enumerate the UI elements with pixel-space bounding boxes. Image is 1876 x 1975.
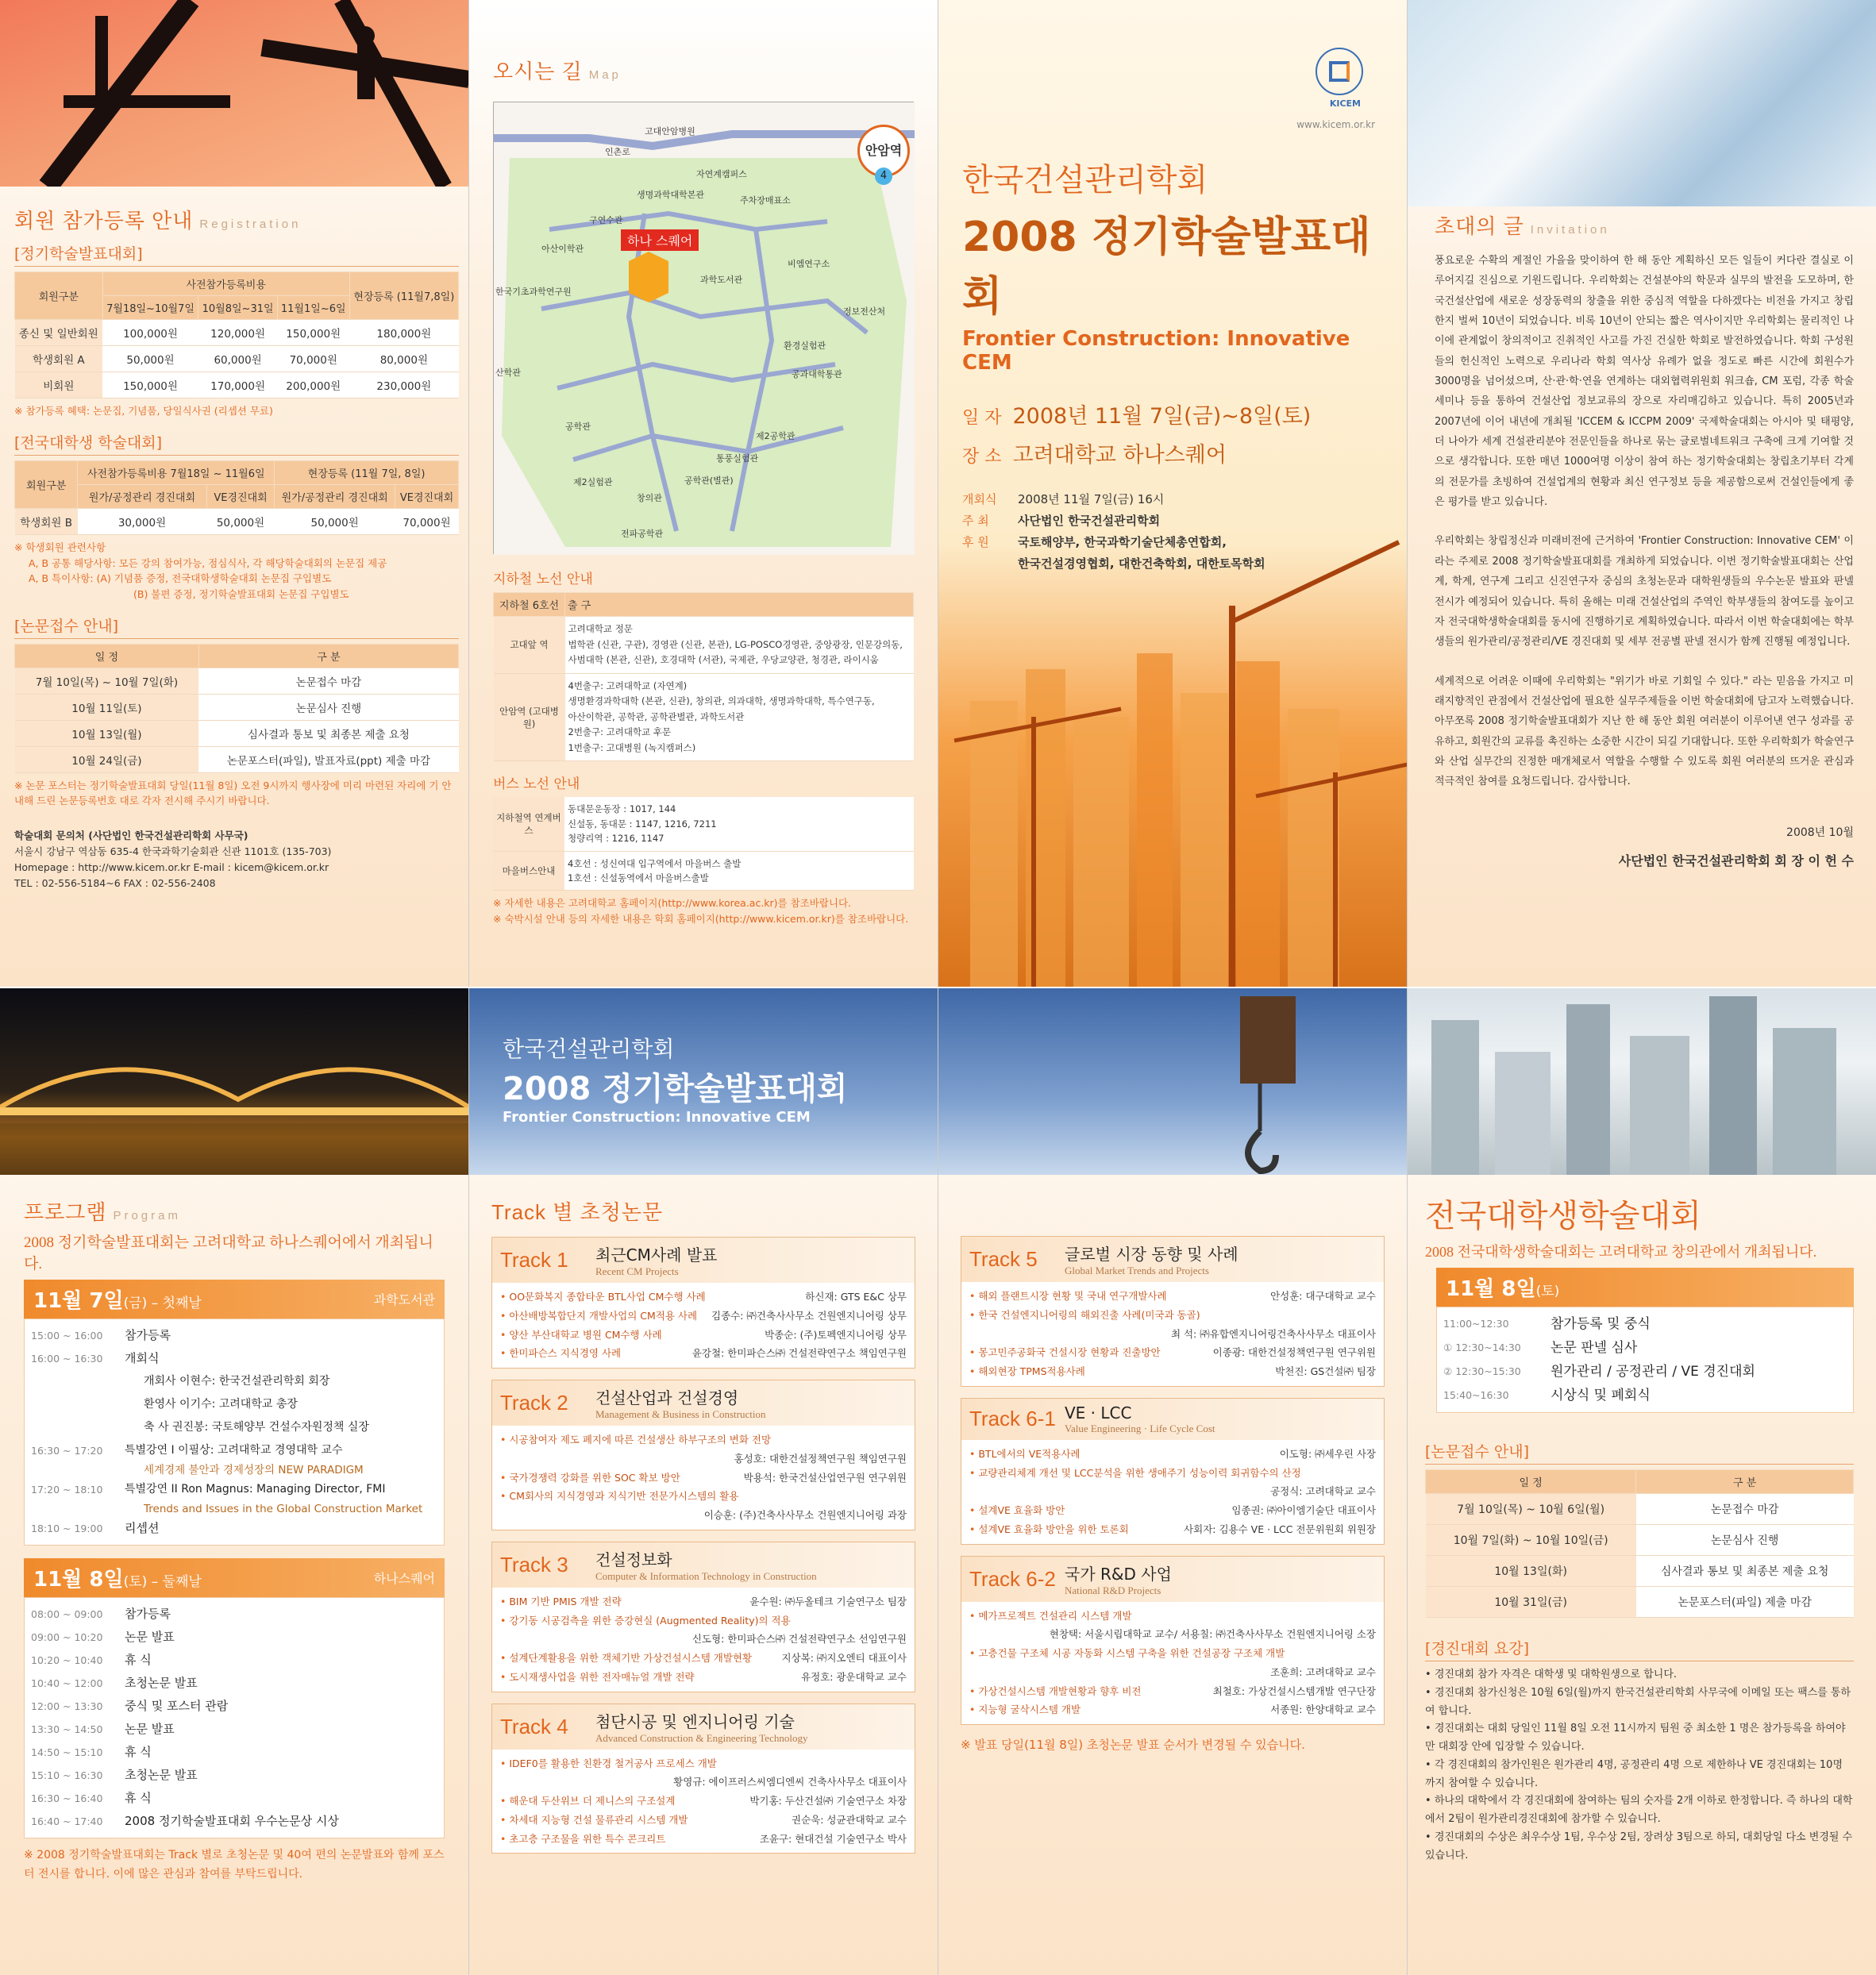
paper-author: 임종권: ㈜아이엠기술단 대표이사 bbox=[1231, 1504, 1376, 1516]
paper-title: • 설계VE 효율화 방안 bbox=[969, 1501, 1065, 1520]
track-number: Track 5 bbox=[969, 1247, 1038, 1271]
map-label: 주차장매표소 bbox=[740, 195, 791, 206]
cover-date: 일 자 2008년 11월 7일(금)~8일(토) bbox=[962, 404, 1312, 429]
paper-author: 유정호: 광운대학교 교수 bbox=[801, 1670, 907, 1683]
map-notes: ※ 자세한 내용은 고려대학교 홈페이지(http://www.korea.ac.kr)를 참조바랍니다. ※ 숙박시설 안내 등의 자세한 내용은 학회 홈페이지(http://www.kicem.or.kr)를 참조바랍니다. bbox=[493, 897, 909, 925]
map-label: 생명과학대학본관 bbox=[637, 190, 705, 200]
track-paper bbox=[969, 1325, 1376, 1344]
schedule-row: 17:20 ~ 18:10 특별강연 II Ron Magnus: Managing Director, FMI Trends and Issues in the Global Construction Market bbox=[31, 1483, 423, 1515]
day2-header: 11월 8일(토) – 둘째날 하나스퀘어 bbox=[24, 1558, 445, 1597]
paper-author: 최철호: 가상건설시스템개발 연구단장 bbox=[1212, 1684, 1376, 1697]
schedule-row: 16:40 ~ 17:40 2008 정기학술발표대회 우수논문상 시상 bbox=[31, 1814, 339, 1828]
paper-title: • 몽고민주공화국 건설시장 현황과 진출방안 bbox=[969, 1343, 1161, 1362]
table-row: 학생회원 B 30,000원 50,000원 50,000원 70,000원 bbox=[15, 509, 459, 535]
paper-note: ※ 논문 포스터는 정기학술발표대회 당일(11월 8일) 오전 9시까지 행사장에 미리 마련된 자리에 기 안내해 드린 논문등록번호 대로 각자 전시해 주시기 바랍니다. bbox=[14, 779, 452, 807]
track-header bbox=[961, 1399, 1384, 1440]
track-header bbox=[492, 1380, 915, 1426]
cover-place: 장 소 고려대학교 하나스퀘어 bbox=[962, 443, 1227, 468]
map-label: 제2공학관 bbox=[756, 431, 795, 441]
crane-hook-icon bbox=[938, 988, 1408, 1175]
tracks-right-panel bbox=[938, 988, 1408, 1975]
kicem-logo bbox=[1316, 48, 1363, 95]
invitation-sign: 사단법인 한국건설관리학회 회 장 이 헌 수 bbox=[1618, 853, 1854, 868]
cover-org: 한국건설관리학회 bbox=[962, 162, 1208, 198]
track-paper bbox=[969, 1464, 1376, 1483]
track-paper bbox=[500, 1630, 907, 1649]
student-subtitle: [전국대학생 학술대회] bbox=[14, 431, 459, 456]
paper-title: • 차세대 지능형 건설 물류관리 시스템 개발 bbox=[500, 1811, 688, 1830]
table-row: 10월 13일(화) 심사결과 통보 및 최종본 제출 요청 bbox=[1426, 1556, 1854, 1587]
schedule-row: 10:40 ~ 12:00 초청논문 발표 bbox=[31, 1676, 198, 1690]
schedule-row: 16:30 ~ 16:40 휴 식 bbox=[31, 1791, 152, 1805]
paper-author: 박용석: 한국건설산업연구원 연구위원 bbox=[743, 1471, 907, 1484]
worker-silhouette-icon bbox=[0, 0, 469, 187]
paper-subtitle: [논문접수 안내] bbox=[14, 614, 459, 639]
track-title-en: Computer & Information Technology in Construction bbox=[595, 1569, 817, 1582]
student-paper-table: 일 정 구 분 7월 10일(목) ~ 10월 6일(월) 논문접수 마감 10월 7일(화) ~ 10월 10일(금) 논문심사 진행 10월 13일(화) 심사결과 통보 및 최종본 제출 요청 10월 31일(금) 논문포스터(파일) 제출 마감 bbox=[1425, 1469, 1854, 1618]
track-block bbox=[491, 1380, 915, 1530]
table-row: 10월 13일(월) 심사결과 통보 및 최종본 제출 요청 bbox=[15, 720, 459, 746]
table-row: 안암역 (고대병원) 4번출구: 고려대학교 (자연계) 생명환경과학대학 (본관, 신관), 창의관, 의과대학, 생명과학대학, 특수연구동, 아산이학관, 공학관, 공학관별관, 과학도서관 2번출구: 고려대학교 후문 1번출구: 고대병원 (녹지캠퍼스) bbox=[494, 673, 914, 761]
paper-title: • 양산 부산대학교 병원 CM수행 사례 bbox=[500, 1326, 662, 1345]
invitation-panel bbox=[1408, 0, 1876, 987]
schedule-row: 08:00 ~ 09:00 참가등록 bbox=[31, 1607, 171, 1621]
track-paper bbox=[969, 1362, 1376, 1381]
detail-row: 개회식 2008년 11월 7일(금) 16시 bbox=[962, 492, 1165, 506]
track-paper bbox=[500, 1611, 907, 1630]
schedule-row: 11:00~12:30 참가등록 및 중식 bbox=[1443, 1316, 1651, 1332]
track-title-en: Advanced Construction & Engineering Technology bbox=[595, 1731, 808, 1744]
student-schedule bbox=[1436, 1307, 1854, 1413]
track-paper bbox=[969, 1700, 1376, 1719]
map-label: 과학도서관 bbox=[700, 275, 743, 285]
map-label: 고대안암병원 bbox=[645, 126, 695, 137]
bus-table bbox=[493, 797, 914, 891]
cover-event: 2008 정기학술발표대회 bbox=[962, 214, 1371, 321]
paper-author: 박종순: (주)토펙엔지니어링 상무 bbox=[765, 1328, 907, 1341]
schedule-row: 16:00 ~ 16:30 개회식 bbox=[31, 1351, 160, 1365]
tracks-note: ※ 발표 당일(11월 8일) 초청논문 발표 순서가 변경될 수 있습니다. bbox=[961, 1738, 1305, 1752]
track-paper bbox=[969, 1445, 1376, 1464]
list-item: • 경진대회 참가신청은 10월 6일(월)까지 한국건설관리학회 사무국에 이메일 또는 팩스를 통하여 합니다. bbox=[1425, 1686, 1851, 1717]
table-row: 10월 31일(금) 논문포스터(파일) 제출 마감 bbox=[1426, 1587, 1854, 1618]
table-row: 학생회원 A 50,000원 60,000원 70,000원 80,000원 bbox=[15, 346, 459, 372]
table-row: 10월 11일(토) 논문심사 진행 bbox=[15, 694, 459, 720]
list-item: • 경진대회의 수상은 최우수상 1팀, 우수상 2팀, 장려상 3팀으로 하되, 대회당일 다소 변경될 수 있습니다. bbox=[1425, 1831, 1853, 1861]
track-paper bbox=[500, 1326, 907, 1345]
track-title-en: National R&D Projects bbox=[1065, 1584, 1161, 1596]
city-photo bbox=[1408, 988, 1876, 1175]
track-header bbox=[961, 1557, 1384, 1602]
track-paper bbox=[969, 1625, 1376, 1644]
track-paper bbox=[969, 1644, 1376, 1663]
schedule-row: ② 12:30~15:30 원가관리 / 공정관리 / VE 경진대회 bbox=[1443, 1364, 1755, 1380]
paper-title: • 설계VE 효율화 방안을 위한 토론회 bbox=[969, 1520, 1129, 1539]
list-item: • 경진대회는 대회 당일인 11월 8일 오전 11시까지 팀원 중 최소한 1 명은 참가등록을 하여야만 대회장 안에 입장할 수 있습니다. bbox=[1425, 1723, 1846, 1753]
tracks-right-list bbox=[961, 1236, 1385, 1725]
invitation-body: 풍요로운 수확의 계절인 가을을 맞이하여 한 해 동안 계획하신 모든 일들이 커다란 결실로 이루어지길 진심으로 기원드립니다. 우리학회는 건설분야의 학문과 실무의 발전을 도모하며, 한국건설산업에 새로운 성장동력의 창출을 위한 중심적 역할을 다하겠다는 비전을 가지고 창립한지 벌써 10년이 되었습니다. 비록 10년이 안되는 짧은 역사이지만 우리학회는 물리적인 나이에 관계없이 창의적이고 진취적인 사고를 가진 건실한 학회로 발전하였습니다. 학회 구성원들의 헌신적인 노력으로 우리나라 학회 역사상 유례가 없을 정도로 빠른 시간에 회원수가 3000명을 넘어섰으며, 산·관·학·연을 연계하는 대외협력위원회 워크숍, CM 포럼, 각종 학술세미나 등을 통하여 건설산업 정보교류의 장으로 자리매김하고 있습니다. 특히 2005년과 2007년에 이어 내년에 개최될 'ICCEM & ICCPM 2009' 국제학술대회는 아시아 및 태평양, 더 나아가 세계 건설관리분야 전문인들을 하나로 묶는 글로벌네트워크 구축에 크게 기여할 것으로 생각합니다. 또한 매년 1000여명 이상이 참여 하는 정기학술대회는 창립초기부터 각계의 전문가를 초빙하여 건설업계의 현황과 최신 연구정보 등을 제공함으로써 건설인들에게 좋은 평가를 받고 있습니다. 우리학회는 창립정신과 미래비전에 근거하여 'Frontier Construction: Innovative CEM' 이라는 주제로 2008 정기학술발표대회를 개최하게 되었습니다. 이번 정기학술발표대회는 산업계, 학계, 연구계 그리고 신진연구자 중심의 초청논문과 대학원생들의 우수논문 발표와 판넬 전시가 예정되어 있습니다. 특히 올해는 미래 건설산업의 주역인 학부생들의 참여도를 높이고자 전국대학생학술대회를 동시에 진행하기로 계획하였습니다. 따라서 이번 학술대회에는 학부생들의 원가관리/공정관리/VE 경진대회 및 세부 전공별 판넬 전시가 함께 진행될 예정입니다. 세계적으로 어려운 이때에 우리학회는 "위기가 바로 기회일 수 있다." 라는 믿음을 가지고 미래지향적인 관점에서 건설산업에 필요한 실무주제들을 이번 학술대회에 담고자 노력했습니다. 아무쪼록 2008 정기학술발표대회가 지난 한 해 동안 회원 여러분이 이루어낸 연구 성과를 공유하고, 회원간의 교류를 촉진하는 소중한 시간이 되길 기대합니다. 또한 우리학회가 학술연구와 산업 실무간의 진정한 매개체로서 역할을 수행할 수 있도록 회원 여러분의 뜨거운 관심과 적극적인 참여를 요청드립니다. 감사합니다. bbox=[1435, 255, 1854, 788]
paper-title: • BTL에서의 VE적용사례 bbox=[969, 1445, 1080, 1464]
track-title: 최근CM사례 발표 bbox=[595, 1245, 718, 1265]
track-paper bbox=[500, 1792, 907, 1811]
track-block bbox=[961, 1398, 1385, 1545]
track-paper bbox=[969, 1482, 1376, 1501]
map-label: 정보전산처 bbox=[843, 306, 886, 317]
detail-row: 주 최 사단법인 한국건설관리학회 bbox=[962, 514, 1161, 528]
schedule-row: 15:10 ~ 16:30 초청논문 발표 bbox=[31, 1768, 198, 1782]
paper-title: • OO문화복지 종합타운 BTL사업 CM수행 사례 bbox=[500, 1288, 706, 1307]
schedule-row: 16:30 ~ 17:20 특별강연 I 이필상: 고려대학교 경영대학 교수 세계경제 불안과 경제성장의 NEW PARADIGM bbox=[31, 1444, 364, 1476]
track-block bbox=[961, 1236, 1385, 1387]
schedule-row: 환영사 이기수: 고려대학교 총장 bbox=[144, 1398, 298, 1411]
track-block bbox=[961, 1556, 1385, 1726]
paper-title: • IDEF0를 활용한 친환경 철거공사 프로세스 개발 bbox=[500, 1754, 717, 1773]
map-label: 공학관(별관) bbox=[684, 475, 734, 486]
schedule-row: ① 12:30~14:30 논문 판넬 심사 bbox=[1443, 1340, 1638, 1356]
paper-author: 황영규: 에이프러스씨엠디엔씨 건축사사무소 대표이사 bbox=[673, 1776, 907, 1788]
registration-title: 회원 참가등록 안내 Registration bbox=[14, 209, 302, 233]
paper-schedule-table: 일 정 구 분 7월 10일(목) ~ 10월 7일(화) 논문접수 마감 10월 11일(토) 논문심사 진행 10월 13일(월) 심사결과 통보 및 최종본 제출 요청 10월 24일(금) 논문포스터(파일), 발표자료(ppt) 제출 마감 bbox=[14, 644, 459, 773]
map-label: 구연수관 bbox=[589, 215, 623, 225]
paper-author: 박기홍: 두산건설㈜ 기술연구소 차장 bbox=[749, 1795, 907, 1807]
venue-marker: 하나 스퀘어 bbox=[621, 229, 699, 251]
track-title: 첨단시공 및 엔지니어링 기술 bbox=[595, 1711, 795, 1731]
schedule-row: 15:40~16:30 시상식 및 폐회식 bbox=[1443, 1388, 1651, 1403]
map-label: 통풍실험관 bbox=[716, 453, 759, 464]
tracks-left-list bbox=[491, 1237, 915, 1854]
map-label: 비엠연구소 bbox=[788, 259, 830, 269]
track-number: Track 6-1 bbox=[969, 1407, 1056, 1431]
map-label: 공과대학통관 bbox=[792, 369, 842, 379]
student-notes: ※ 학생회원 관련사항 A, B 공통 해당사항: 모든 강의 참여가능, 점심식사, 각 해당학술대회의 논문집 제공 A, B 특이사항: (A) 기념품 증정, 전국대학생학술대회 논문집 구입별도 (B) 불편 증정, 정기학술발표대회 논문집 구입별도 bbox=[14, 541, 387, 600]
track-paper bbox=[500, 1592, 907, 1611]
map-label: 공학관 bbox=[565, 422, 591, 432]
paper-author: 윤수원: ㈜두올테크 기술연구소 팀장 bbox=[749, 1595, 907, 1607]
subway-table: 지하철 6호선 출 구 고대앞 역 고려대학교 정문 법학관 (신관, 구관), 경영관 (신관, 본관), LG-POSCO경영관, 중앙광장, 인문강의동, 사범대학 (본관, 신관), 호경대학 (서관), 국제관, 우당교양관, 청경관, 라이시움 안암역 (고대병원) 4번출구: 고려대학교 (자연계) 생명환경과학대학 (본관, 신관), 창의관, 의과대학, 생명과학대학, 특수연구동, 아산이학관, 공학관, 공학관별관, 과학도서관 2번출구: 고려대학교 후문 1번출구: 고대병원 (녹지캠퍼스) bbox=[493, 592, 914, 761]
schedule-row: 15:00 ~ 16:00 참가등록 bbox=[31, 1328, 171, 1342]
detail-row: 한국건설경영협회, 대한건축학회, 대한토목학회 bbox=[1018, 556, 1265, 571]
station-marker: 안암역 bbox=[857, 125, 910, 177]
track-paper bbox=[969, 1682, 1376, 1701]
track-header bbox=[961, 1237, 1384, 1282]
kicem-logo-icon bbox=[1329, 61, 1350, 82]
paper-author: 윤강철: 한미파슨스㈜ 건설전략연구소 책임연구원 bbox=[691, 1347, 907, 1360]
paper-title: • 시공참여자 제도 폐지에 따른 건설생산 하부구조의 변화 전망 bbox=[500, 1430, 771, 1449]
track-number: Track 4 bbox=[500, 1714, 568, 1738]
paper-author: 홍성호: 대한건설정책연구원 책임연구원 bbox=[734, 1452, 907, 1465]
track-title-en: Recent CM Projects bbox=[595, 1265, 679, 1277]
list-item: • 경진대회 참가 자격은 대학생 및 대학원생으로 합니다. bbox=[1425, 1669, 1678, 1680]
paper-title: • 메가프로젝트 건설관리 시스템 개발 bbox=[969, 1607, 1131, 1626]
cover-url: www.kicem.or.kr bbox=[1296, 119, 1375, 130]
contact-info: 학술대회 문의처 (사단법인 한국건설관리학회 사무국) 서울시 강남구 역삼동 635-4 한국과학기술회관 신관 1101호 (135-703) Homepage : http://www.kicem.or.kr E-mail : kicem@kicem.or.kr TEL : 02-556-5184~6 FAX : 02-556-2408 bbox=[14, 829, 332, 889]
track-paper bbox=[969, 1343, 1376, 1362]
invitation-title: 초대의 글 Invitation bbox=[1435, 214, 1610, 238]
paper-author: 지상복: ㈜지오엔티 대표이사 bbox=[781, 1652, 907, 1664]
track-paper bbox=[500, 1754, 907, 1773]
track-number: Track 6-2 bbox=[969, 1566, 1056, 1591]
track-paper bbox=[969, 1501, 1376, 1520]
cover-theme: Frontier Construction: Innovative CEM bbox=[962, 327, 1350, 375]
paper-author: 하신재: GTS E&C 상무 bbox=[805, 1291, 907, 1303]
bus-title: 버스 노선 안내 bbox=[493, 776, 580, 793]
paper-title: • 지능형 굴삭시스템 개발 bbox=[969, 1700, 1081, 1719]
track-paper bbox=[500, 1811, 907, 1830]
map-label: 환경실험관 bbox=[784, 341, 826, 351]
table-row: 고대앞 역 고려대학교 정문 법학관 (신관, 구관), 경영관 (신관, 본관), LG-POSCO경영관, 중앙광장, 인문강의동, 사범대학 (본관, 신관), 호경대학 (서관), 국제관, 우당교양관, 청경관, 라이시움 bbox=[494, 617, 914, 674]
glass-photo bbox=[1408, 0, 1876, 206]
paper-title: • 한국 건설엔지니어링의 해외진출 사례(미국과 동골) bbox=[969, 1306, 1200, 1325]
paper-title: • 가상건설시스템 개발현황과 향후 비전 bbox=[969, 1682, 1141, 1701]
track-block bbox=[491, 1542, 915, 1692]
registration-panel bbox=[0, 0, 469, 987]
track-header bbox=[492, 1238, 915, 1283]
table-row: 마을버스안내 4호선 : 성신여대 입구역에서 마을버스 출발 1호선 : 신설동역에서 마을버스출발 bbox=[493, 851, 914, 891]
table-row: 종신 및 일반회원 100,000원 120,000원 150,000원 180,000원 bbox=[15, 320, 459, 346]
paper-title: • 한미파슨스 지식경영 사례 bbox=[500, 1344, 621, 1363]
map-label: 자연계캠퍼스 bbox=[696, 169, 747, 179]
program-note: ※ 2008 정기학술발표대회는 Track 별로 초청논문 및 40여 편의 논문발표와 함께 포스터 전시를 합니다. 이에 많은 관심과 참여를 부탁드립니다. bbox=[24, 1849, 445, 1881]
schedule-row: 개회사 이현수: 한국건설관리학회 회장 bbox=[144, 1375, 330, 1388]
table-row: 7월 10일(목) ~ 10월 7일(화) 논문접수 마감 bbox=[15, 668, 459, 694]
table-row: 10월 7일(화) ~ 10월 10일(금) 논문심사 진행 bbox=[1426, 1525, 1854, 1556]
list-item: • 하나의 대학에서 각 경진대회에 참여하는 팀의 숫자를 2개 이하로 한정합니다. 즉 하나의 대학에서 2팀이 원가관리경진대회에 참가할 수 있습니다. bbox=[1425, 1795, 1853, 1825]
paper-author: 조훈희: 고려대학교 교수 bbox=[1270, 1665, 1376, 1678]
paper-author: 사회자: 김용수 VE · LCC 전문위원회 위원장 bbox=[1184, 1523, 1376, 1535]
track-title-en: Global Market Trends and Projects bbox=[1065, 1265, 1209, 1276]
paper-author: 김종수: ㈜건축사사무소 건원엔지니어링 상무 bbox=[711, 1309, 907, 1322]
worker-photo bbox=[0, 0, 468, 187]
crane-skyline-icon bbox=[938, 510, 1408, 987]
paper-title: • BIM 기반 PMIS 개발 전략 bbox=[500, 1592, 622, 1611]
paper-title: • 해운대 두산위브 더 제니스의 구조설계 bbox=[500, 1792, 675, 1811]
paper-author: 서종원: 한양대학교 교수 bbox=[1270, 1704, 1376, 1716]
track-number: Track 1 bbox=[500, 1248, 568, 1272]
track-title: 건설산업과 건설경영 bbox=[595, 1388, 739, 1407]
track-title-en: Value Engineering · Life Cycle Cost bbox=[1065, 1422, 1215, 1434]
paper-author: 이종광: 대한건설정책연구원 연구위원 bbox=[1212, 1346, 1376, 1359]
map-label: 아산이학관 bbox=[541, 244, 584, 254]
logo-text: KICEM bbox=[1329, 98, 1361, 109]
tracks-title: Track 별 초청논문 bbox=[491, 1200, 664, 1224]
track-title: VE · LCC bbox=[1065, 1403, 1132, 1423]
track-paper bbox=[969, 1520, 1376, 1539]
track-title: 국가 R&D 사업 bbox=[1065, 1564, 1172, 1584]
paper-author: 박천진: GS건설㈜ 팀장 bbox=[1275, 1365, 1376, 1377]
track-paper bbox=[500, 1288, 907, 1307]
paper-author: 현창택: 서울시립대학교 교수/ 서용칠: ㈜건축사사무소 건원엔지니어링 소장 bbox=[1049, 1628, 1376, 1641]
paper-author: 신도형: 한미파슨스㈜ 건설전략연구소 선임연구원 bbox=[691, 1633, 907, 1646]
paper-author: 공정식: 고려대학교 교수 bbox=[1270, 1485, 1376, 1498]
map-label: 인촌로 bbox=[605, 147, 630, 157]
track-title: 건설정보화 bbox=[595, 1550, 672, 1569]
cover-panel bbox=[938, 0, 1408, 987]
track-paper bbox=[500, 1830, 907, 1849]
program-title: 프로그램 Program bbox=[24, 1200, 181, 1224]
paper-title: • 해외 플랜트시장 현황 및 국내 연구개발사례 bbox=[969, 1287, 1167, 1306]
track-block bbox=[491, 1704, 915, 1854]
paper-author: 이승훈: (주)건축사사무소 건원엔지니어링 과장 bbox=[703, 1509, 907, 1521]
track-block bbox=[491, 1237, 915, 1369]
student-title: 전국대학생학술대회 bbox=[1425, 1198, 1701, 1234]
paper-title: • 해외현장 TPMS적용사례 bbox=[969, 1362, 1085, 1381]
station-line-badge: 4 bbox=[875, 167, 892, 185]
schedule-row: 10:20 ~ 10:40 휴 식 bbox=[31, 1653, 152, 1667]
program-panel bbox=[0, 988, 469, 1975]
track-header bbox=[492, 1704, 915, 1750]
track-paper bbox=[969, 1306, 1376, 1325]
track-paper bbox=[500, 1469, 907, 1488]
track-paper bbox=[969, 1287, 1376, 1306]
comp-title: [경진대회 요강] bbox=[1425, 1637, 1854, 1661]
tracks-event: 2008 정기학술발표대회 bbox=[503, 1071, 848, 1107]
day2-schedule bbox=[24, 1597, 445, 1838]
tracks-theme: Frontier Construction: Innovative CEM bbox=[503, 1109, 811, 1126]
track-title: 글로벌 시장 동향 및 사례 bbox=[1065, 1245, 1238, 1264]
track-paper bbox=[500, 1649, 907, 1668]
student-paper-title: [논문접수 안내] bbox=[1425, 1440, 1854, 1465]
map-label: 제2실험관 bbox=[573, 477, 613, 487]
track-paper bbox=[500, 1773, 907, 1792]
crane-hook-photo bbox=[938, 988, 1407, 1175]
paper-author: 권순욱: 성균관대학교 교수 bbox=[792, 1813, 907, 1826]
map-label: 전파공학관 bbox=[621, 529, 664, 539]
paper-author: 이도형: ㈜세우린 사장 bbox=[1279, 1447, 1376, 1460]
tracks-left-panel bbox=[469, 988, 938, 1975]
table-row: 10월 24일(금) 논문포스터(파일), 발표자료(ppt) 제출 마감 bbox=[15, 746, 459, 772]
track-paper bbox=[500, 1449, 907, 1469]
table-row: 지하철역 연계버스 동대문운동장 : 1017, 144 신설동, 동대문 : 1147, 1216, 7211 청량리역 : 1216, 1147 bbox=[493, 797, 914, 851]
track-header bbox=[492, 1542, 915, 1588]
paper-author: 최 석: ㈜유합엔지니어링건축사사무소 대표이사 bbox=[1170, 1327, 1376, 1340]
student-fee-table: 회원구분 사전참가등록비용 7월18일 ~ 11월6일 현장등록 (11월 7일, 8일) 원가/공정관리 경진대회 VE경진대회 원가/공정관리 경진대회 VE경진대회 학생회원 B 30,000원 50,000원 50,000원 70,000원 bbox=[14, 460, 459, 535]
track-paper bbox=[500, 1668, 907, 1687]
schedule-row: 12:00 ~ 13:30 중식 및 포스터 관람 bbox=[31, 1699, 229, 1713]
track-number: Track 3 bbox=[500, 1552, 568, 1577]
paper-title: • 고층건물 구조체 시공 자동화 시스템 구축을 위한 건설공장 구조체 개발 bbox=[969, 1644, 1285, 1663]
schedule-row: 14:50 ~ 15:10 휴 식 bbox=[31, 1745, 152, 1759]
conf-note: ※ 참가등록 혜택: 논문집, 기념품, 당일식사권 (리셉션 무료) bbox=[14, 405, 273, 417]
paper-title: • 도시재생사업을 위한 전자매뉴얼 개발 전략 bbox=[500, 1668, 695, 1687]
track-number: Track 2 bbox=[500, 1391, 568, 1415]
conf-fee-table: 회원구분 사전참가등록비용 현장등록 (11월7,8일) 7월18일~10월7일 10월8일~31일 11월1일~6일 종신 및 일반회원 100,000원 120,000원 150,000원 180,000원 학생회원 A 50,000원 60,000원 70,000원 80,000원 비회원 150,000원 170,000원 200,000원 230,000원 bbox=[14, 271, 459, 398]
paper-title: • CM회사의 지식경영과 지식기반 전문가시스템의 활용 bbox=[500, 1487, 738, 1506]
schedule-row: 축 사 권진봉: 국토해양부 건설수자원정책 실장 bbox=[144, 1421, 369, 1434]
paper-title: • 강기동 시공검측을 위한 증강현실 (Augmented Reality)의 적용 bbox=[500, 1611, 791, 1630]
track-paper bbox=[500, 1344, 907, 1363]
invitation-date: 2008년 10월 bbox=[1786, 826, 1854, 839]
map-label: 산학관 bbox=[495, 368, 521, 378]
student-panel bbox=[1408, 988, 1876, 1975]
schedule-row: 13:30 ~ 14:50 논문 발표 bbox=[31, 1722, 175, 1736]
table-row: 7월 10일(목) ~ 10월 6일(월) 논문접수 마감 bbox=[1426, 1494, 1854, 1525]
paper-title: • 설계단계활용을 위한 객체기반 가상건설시스템 개발현황 bbox=[500, 1649, 752, 1668]
day1-header: 11월 7일(금) – 첫째날 과학도서관 bbox=[24, 1280, 445, 1319]
paper-title: • 교량관리체계 개선 및 LCC분석을 위한 생애주기 성능이력 회귀함수의 산정 bbox=[969, 1464, 1301, 1483]
map-panel bbox=[469, 0, 938, 987]
student-subtitle-text: 2008 전국대학생학술대회는 고려대학교 창의관에서 개최됩니다. bbox=[1425, 1244, 1817, 1260]
map-label: 창의관 bbox=[637, 493, 662, 503]
bridge-photo bbox=[0, 988, 468, 1175]
table-row: 비회원 150,000원 170,000원 200,000원 230,000원 bbox=[15, 372, 459, 398]
track-paper bbox=[500, 1307, 907, 1326]
track-paper bbox=[500, 1430, 907, 1449]
paper-title: • 아산배방복합단지 개발사업의 CM적용 사례 bbox=[500, 1307, 697, 1326]
bridge-icon bbox=[0, 988, 469, 1175]
schedule-row: 09:00 ~ 10:20 논문 발표 bbox=[31, 1630, 175, 1644]
paper-title: • 국가경쟁력 강화를 위한 SOC 확보 방안 bbox=[500, 1469, 680, 1488]
list-item: • 각 경진대회의 참가인원은 원가관리 4명, 공정관리 4명 으로 제한하나 VE 경진대회는 10명 까지 참여할 수 있습니다. bbox=[1425, 1758, 1843, 1789]
schedule-row: 18:10 ~ 19:00 리셉션 bbox=[31, 1521, 160, 1535]
paper-author: 안성훈: 대구대학교 교수 bbox=[1270, 1290, 1376, 1302]
map-label: 한국기초과학연구원 bbox=[495, 287, 572, 297]
paper-author: 조윤구: 현대건설 기술연구소 박사 bbox=[759, 1832, 907, 1845]
student-day-header: 11월 8일(토) bbox=[1436, 1268, 1854, 1307]
detail-row: 후 원 국토해양부, 한국과학기술단체총연합회, bbox=[962, 535, 1227, 549]
map-title: 오시는 길 Map bbox=[493, 60, 622, 83]
track-paper bbox=[500, 1506, 907, 1525]
program-subtitle: 2008 정기학술발표대회는 고려대학교 하나스퀘어에서 개최됩니다. bbox=[24, 1234, 433, 1272]
tracks-org: 한국건설관리학회 bbox=[503, 1036, 675, 1062]
skyscrapers-icon bbox=[1408, 988, 1876, 1175]
track-title-en: Management & Business in Construction bbox=[595, 1408, 766, 1420]
comp-list bbox=[1425, 1666, 1854, 1865]
track-paper bbox=[500, 1487, 907, 1506]
campus-map bbox=[493, 102, 914, 554]
paper-title: • 초고층 구조물을 위한 특수 콘크리트 bbox=[500, 1830, 665, 1849]
track-paper bbox=[969, 1607, 1376, 1626]
conf-subtitle: [정기학술발표대회] bbox=[14, 242, 459, 267]
track-paper bbox=[969, 1663, 1376, 1682]
day1-schedule bbox=[24, 1319, 445, 1546]
subway-title: 지하철 노선 안내 bbox=[493, 572, 593, 587]
